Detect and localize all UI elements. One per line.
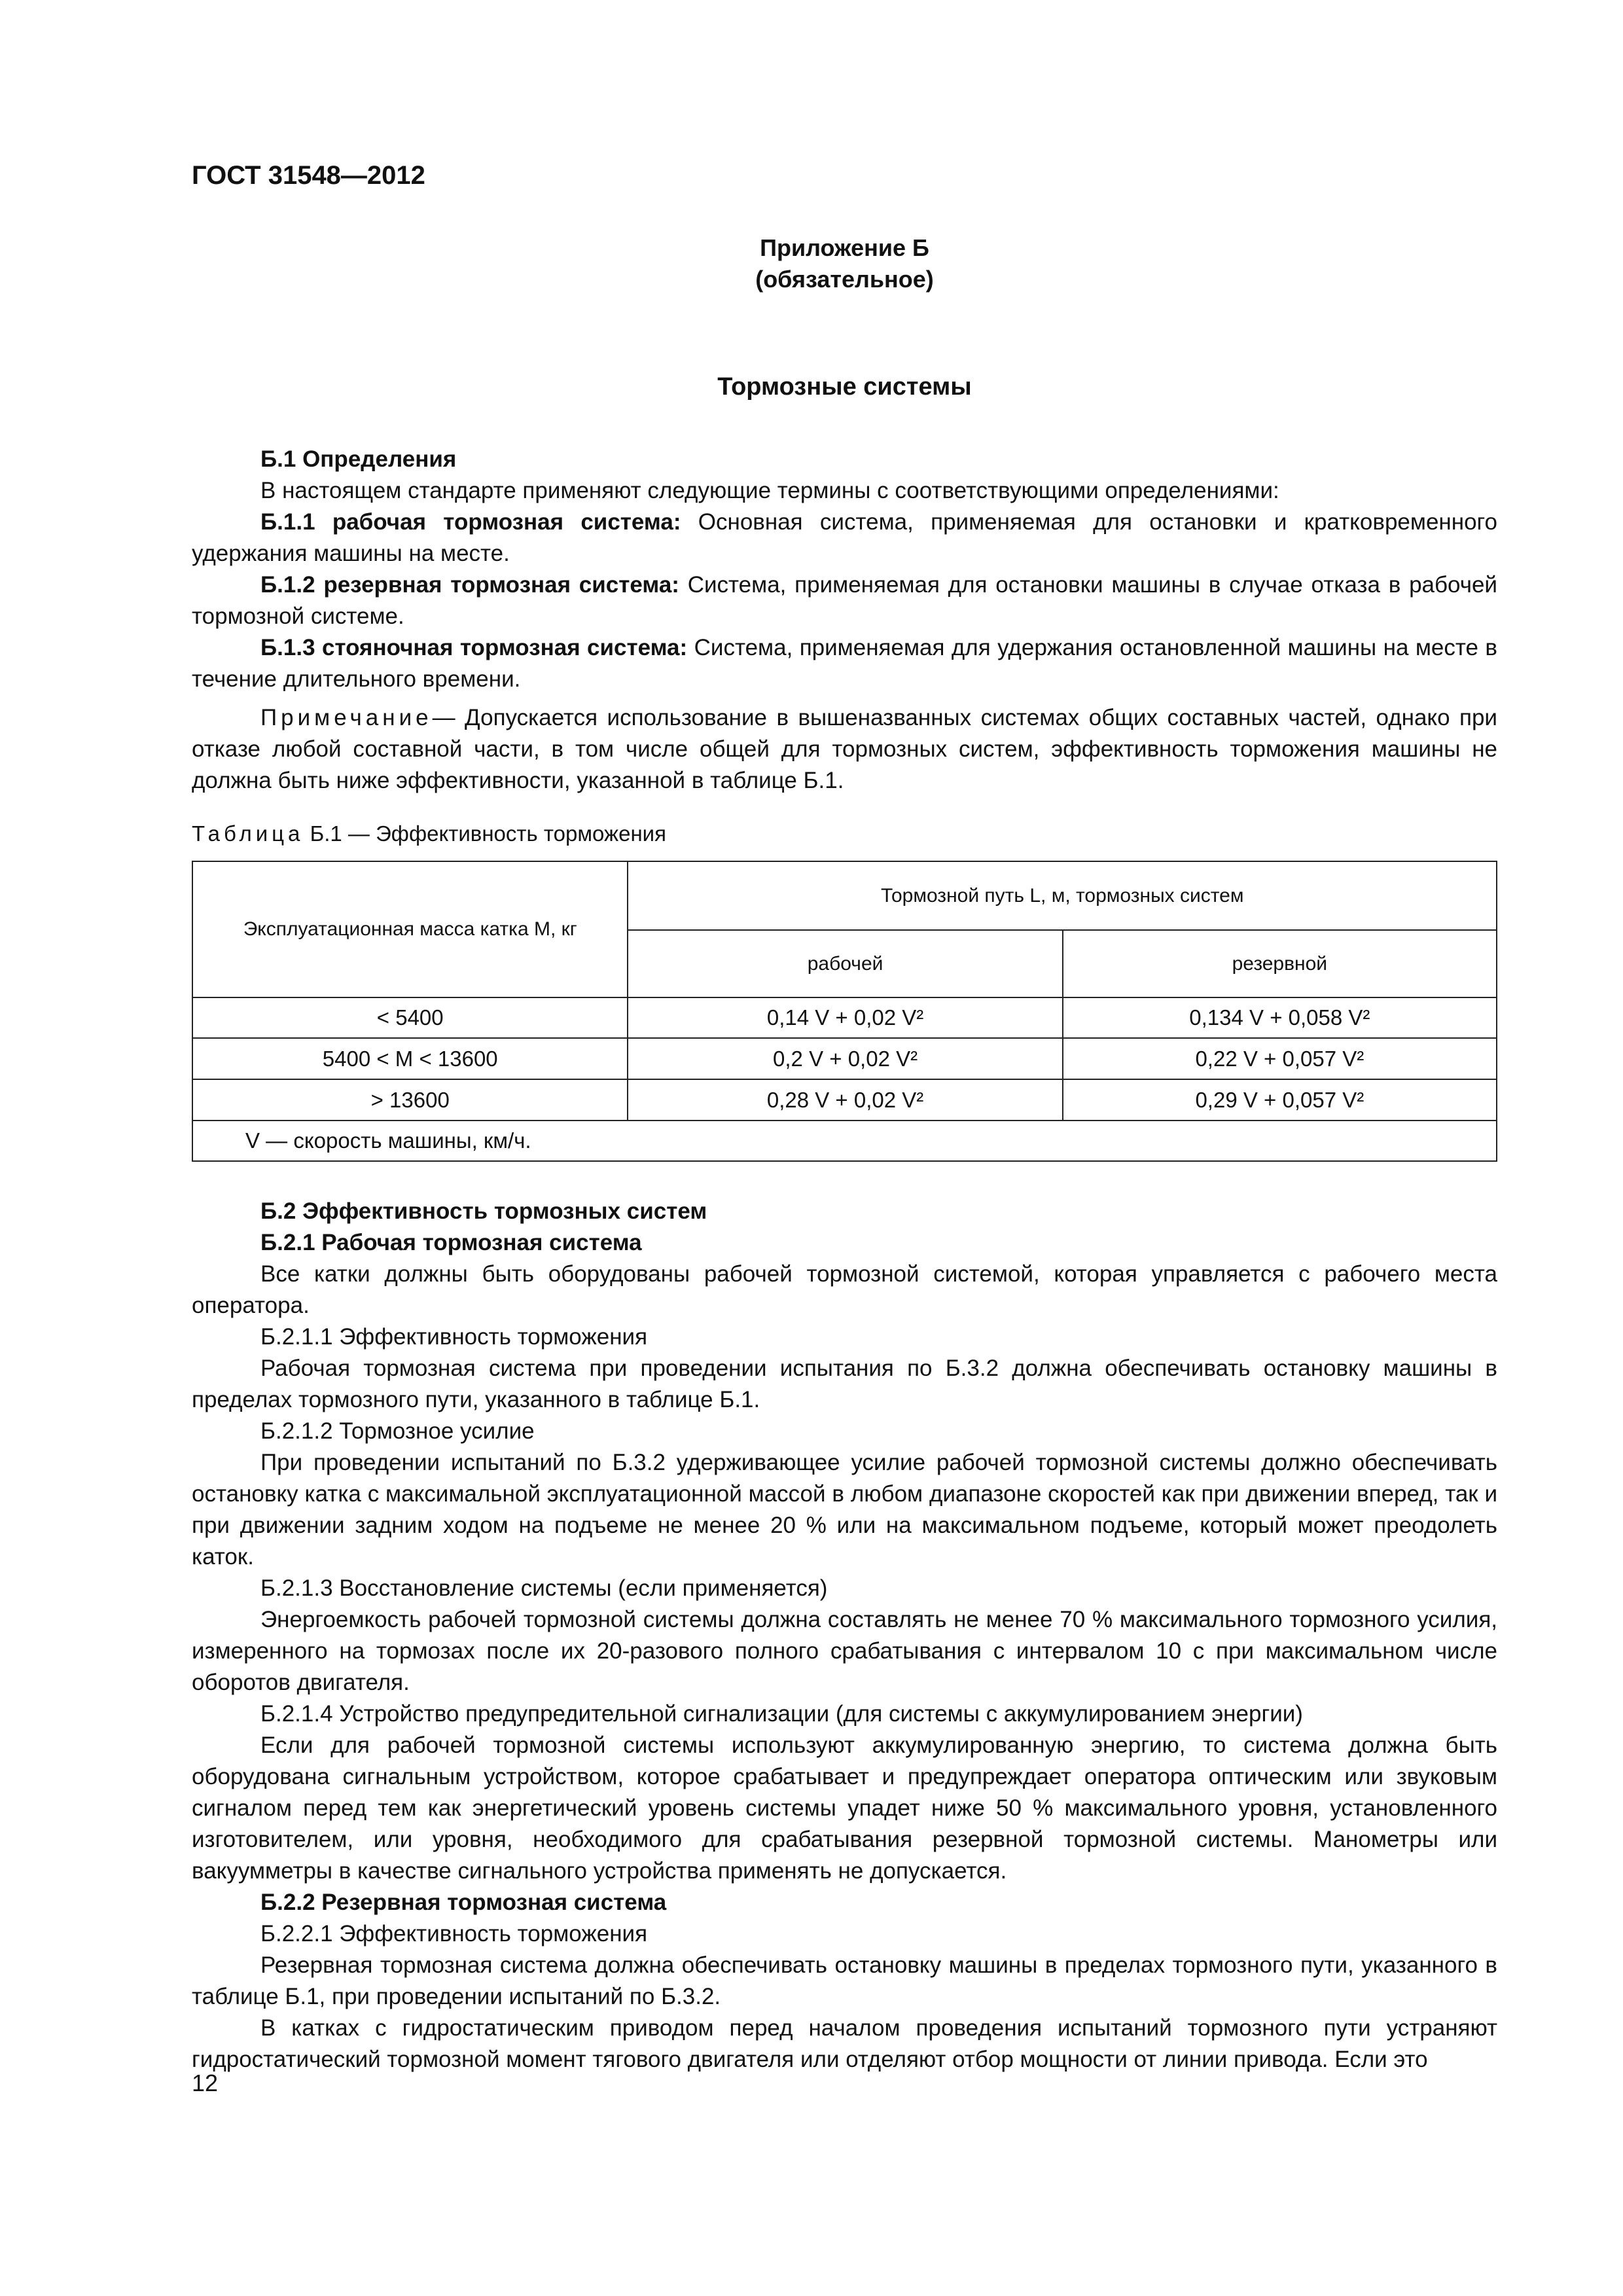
b21-paragraph: Все катки должны быть оборудованы рабочей тормозной системой, которая управляется с рабочего места оператора. bbox=[192, 1261, 1497, 1318]
definition-1 bbox=[192, 507, 1497, 569]
document-code: ГОСТ 31548—2012 bbox=[192, 161, 425, 190]
braking-distance-header: Тормозной путь L, м, тормозных систем bbox=[628, 861, 1497, 930]
definition-2 bbox=[192, 569, 1497, 632]
table-footnote-row bbox=[192, 1121, 1497, 1161]
mass-column-header: Эксплуатационная масса катка M, кг bbox=[192, 861, 628, 997]
b222-paragraph: В катках с гидростатическим приводом перед началом проведения испытаний тормозного пути устраняют гидростатический тормозной момент тягового двигателя или отделяют отбор мощности от линии привода. Если это bbox=[192, 2015, 1497, 2072]
braking-efficiency-table bbox=[192, 861, 1497, 1162]
reserve-cell: 0,22 V + 0,057 V² bbox=[1063, 1038, 1497, 1079]
b1-heading: Б.1 Определения bbox=[260, 446, 457, 472]
section-b2 bbox=[192, 1196, 1497, 2075]
b2-heading: Б.2 Эффективность тормозных систем bbox=[260, 1198, 707, 1224]
service-cell: 0,28 V + 0,02 V² bbox=[628, 1079, 1062, 1121]
section-title: Тормозные системы bbox=[717, 373, 972, 401]
table-footnote: V — скорость машины, км/ч. bbox=[192, 1121, 1497, 1161]
annex-status: (обязательное) bbox=[755, 266, 934, 293]
mass-cell: < 5400 bbox=[192, 997, 628, 1038]
annex-title: Приложение Б bbox=[760, 234, 929, 261]
note-text: — Допускается использование в вышеназванных системах общих составных частей, однако при отказе любой составной части, в том числе общей для тормозных систем, эффективность торможения машины не должна быть ниже эффективности, указанной в таблице Б.1. bbox=[192, 705, 1497, 793]
b221-heading: Б.2.2.1 Эффективность торможения bbox=[260, 1921, 648, 1946]
b213-heading: Б.2.1.3 Восстановление системы (если применяется) bbox=[260, 1575, 828, 1601]
table-row bbox=[192, 1038, 1497, 1079]
b1-intro: В настоящем стандарте применяют следующие термины с соответствующими определениями: bbox=[260, 478, 1279, 503]
table-caption-text: Б.1 — Эффективность торможения bbox=[310, 821, 666, 846]
b214-paragraph: Если для рабочей тормозной системы используют аккумулированную энергию, то система должна быть оборудована сигнальным устройством, которое срабатывает и предупреждает оператора оптическим или звуковым сигналом перед тем как энергетический уровень системы упадет ниже 50 % максимального уровня, установленного изготовителем, или уровня, необходимого для срабатывания резервной тормозной системы. Манометры или вакуумметры в качестве сигнального устройства применять не допускается. bbox=[192, 1732, 1497, 1884]
definition-3-text: Система, применяемая для удержания остановленной машины на месте в течение длительного времени. bbox=[192, 635, 1497, 692]
b214-heading: Б.2.1.4 Устройство предупредительной сигнализации (для системы с аккумулированием энергии) bbox=[260, 1701, 1303, 1727]
service-cell: 0,14 V + 0,02 V² bbox=[628, 997, 1062, 1038]
annex-heading bbox=[192, 232, 1497, 295]
table-row bbox=[192, 997, 1497, 1038]
b21-heading: Б.2.1 Рабочая тормозная система bbox=[260, 1230, 642, 1255]
service-cell: 0,2 V + 0,02 V² bbox=[628, 1038, 1062, 1079]
b211-paragraph: Рабочая тормозная система при проведении испытания по Б.3.2 должна обеспечивать остановку машины в пределах тормозного пути, указанного в таблице Б.1. bbox=[192, 1355, 1497, 1412]
definition-2-text: Система, применяемая для остановки машины в случае отказа в рабочей тормозной системе. bbox=[192, 572, 1497, 629]
b212-heading: Б.2.1.2 Тормозное усилие bbox=[260, 1418, 535, 1444]
note bbox=[192, 702, 1497, 797]
table-header-row bbox=[192, 861, 1497, 930]
mass-cell: 5400 < M < 13600 bbox=[192, 1038, 628, 1079]
b211-heading: Б.2.1.1 Эффективность торможения bbox=[260, 1324, 648, 1350]
b221-paragraph: Резервная тормозная система должна обеспечивать остановку машины в пределах тормозного пути, указанного в таблице Б.1, при проведении испытаний по Б.3.2. bbox=[192, 1952, 1497, 2009]
table-caption bbox=[192, 819, 666, 848]
definition-2-term: Б.1.2 резервная тормозная система: bbox=[260, 572, 679, 598]
definition-3-term: Б.1.3 стояночная тормозная система: bbox=[260, 635, 688, 660]
b213-paragraph: Энергоемкость рабочей тормозной системы должна составлять не менее 70 % максимального тормозного усилия, измеренного на тормозах после их 20-разового полного срабатывания с интервалом 10 с при максимальном числе оборотов двигателя. bbox=[192, 1607, 1497, 1695]
table-row bbox=[192, 1079, 1497, 1121]
b212-paragraph: При проведении испытаний по Б.3.2 удерживающее усилие рабочей тормозной системы должно обеспечивать остановку катка с максимальной эксплуатационной массой в любом диапазоне скоростей как при движении вперед, так и при движении задним ходом на подъеме не менее 20 % или на максимальном подъеме, который может преодолеть каток. bbox=[192, 1450, 1497, 1570]
definition-1-term: Б.1.1 рабочая тормозная система: bbox=[260, 509, 681, 535]
definition-3 bbox=[192, 632, 1497, 695]
page-number: 12 bbox=[192, 2070, 219, 2096]
reserve-cell: 0,29 V + 0,057 V² bbox=[1063, 1079, 1497, 1121]
b22-heading: Б.2.2 Резервная тормозная система bbox=[260, 1890, 667, 1915]
table-caption-label: Таблица bbox=[192, 821, 304, 846]
mass-cell: > 13600 bbox=[192, 1079, 628, 1121]
reserve-cell: 0,134 V + 0,058 V² bbox=[1063, 997, 1497, 1038]
section-b1 bbox=[192, 444, 1497, 695]
reserve-column-header: резервной bbox=[1063, 930, 1497, 997]
service-column-header: рабочей bbox=[628, 930, 1062, 997]
definition-1-text: Основная система, применяемая для остановки и кратковременного удержания машины на месте. bbox=[192, 509, 1497, 566]
note-label: Примечание bbox=[260, 705, 433, 730]
